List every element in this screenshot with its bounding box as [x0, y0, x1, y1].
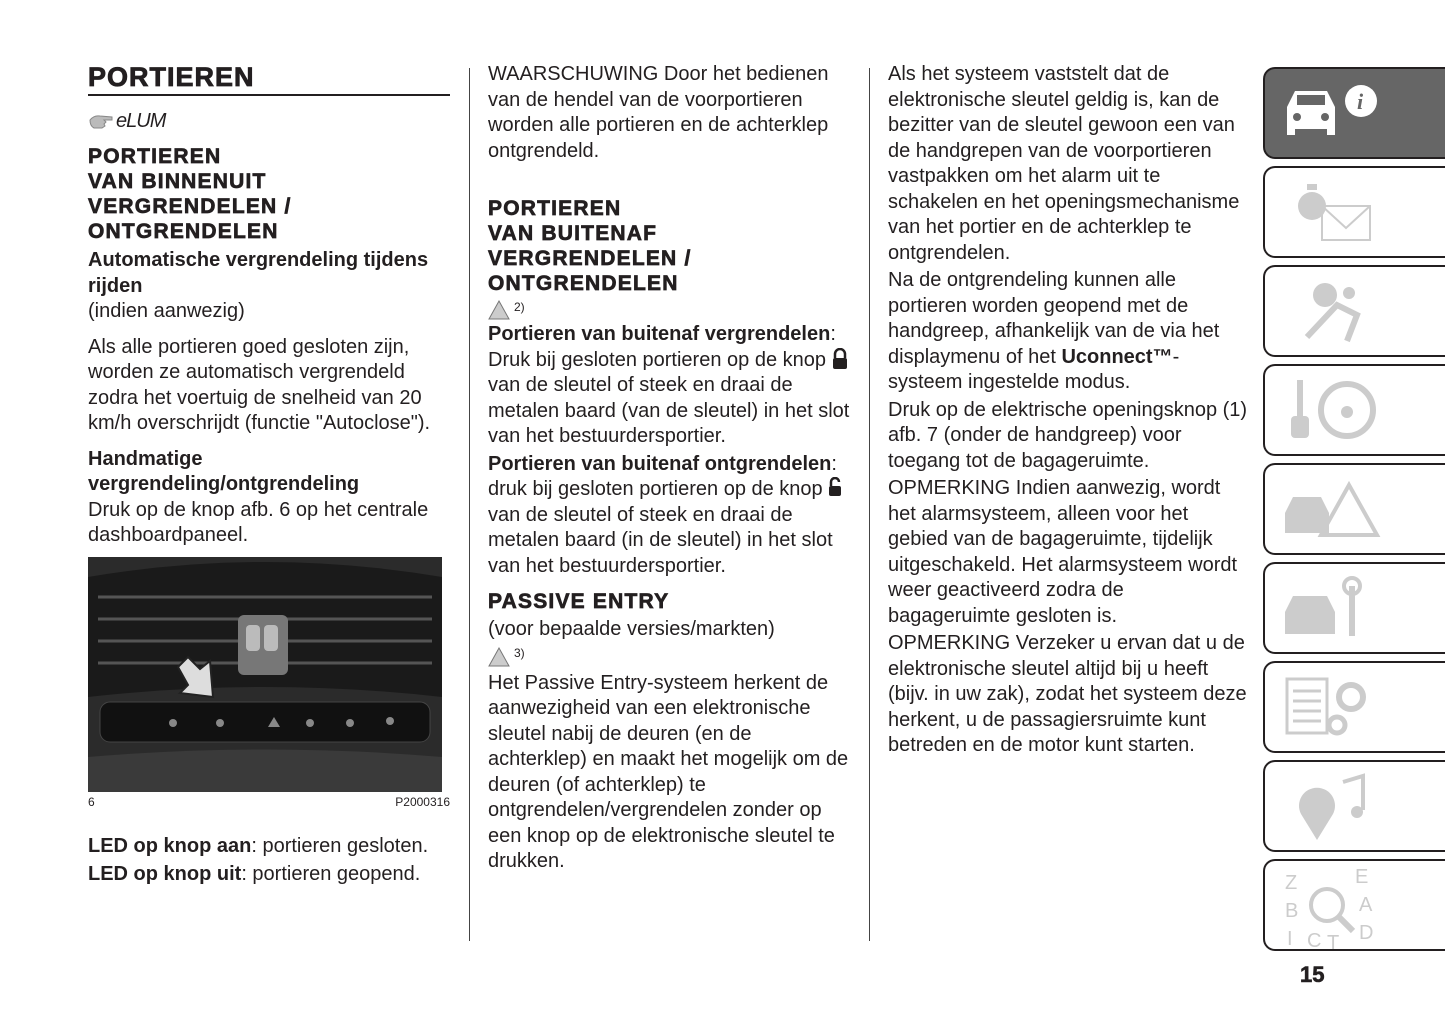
column-3	[888, 62, 1250, 759]
heading-line: ONTGRENDELEN	[488, 272, 679, 295]
car-wrench-icon	[1277, 572, 1387, 642]
heading-line: ONTGRENDELEN	[88, 220, 279, 243]
dashboard-buttons-illustration	[88, 557, 442, 792]
tab-technical-data[interactable]	[1263, 661, 1445, 753]
warning-reference	[488, 643, 850, 667]
warning-hand-icon	[488, 647, 510, 667]
elum-badge	[88, 100, 450, 144]
heading-line: VAN BUITENAF	[488, 222, 658, 245]
heading-line: VERGRENDELEN /	[488, 247, 692, 270]
uconnect-brand: Uconnect™	[1061, 345, 1173, 368]
lock-text: : Druk bij gesloten portieren op de knop	[488, 323, 836, 371]
index-letters: Z E B A I C T D	[1285, 869, 1374, 949]
note: (indien aanwezig)	[88, 300, 245, 322]
unlock-text: van de sleutel of steek en draai de metalen baard (in de sleutel) in het slot van het bestuurdersportier.	[488, 503, 833, 577]
paragraph: Het Passive Entry-systeem herkent de aanwezigheid van een elektronische sleutel nabij de deuren (en de achterklep) en maakt het mogelijk om de deuren (of achterklep) te ontgrendelen/vergrendelen zonder op een knop op de elektronische sleutel te drukken.	[488, 671, 849, 872]
column-divider	[869, 68, 870, 941]
warning-light-message-icon	[1277, 176, 1387, 246]
led-off-text: : portieren geopend.	[241, 862, 421, 885]
paragraph: OPMERKING Verzeker u ervan dat u de elektronische sleutel altijd bij u heeft (bijv. in uw zak), zodat het systeem deze herkent, u de passagiersruimte kunt betreden en de motor kunt starten.	[888, 632, 1247, 756]
tab-emergency[interactable]	[1263, 463, 1445, 555]
specs-gear-icon	[1277, 671, 1387, 741]
multimedia-icon	[1277, 770, 1387, 840]
led-off-line	[88, 860, 450, 888]
dashboard-photo	[88, 557, 442, 792]
tab-index[interactable]	[1263, 859, 1445, 951]
lock-label: Portieren van buitenaf vergrendelen	[488, 323, 831, 345]
tab-car-info[interactable]	[1263, 67, 1445, 159]
paragraph: Als het systeem vaststelt dat de elektronische sleutel geldig is, kan de bezitter van de sleutel gewoon een van de handgrepen van de voorportieren vastpakken om het alarm uit te schakelen en het openingsmechanisme van het portier en de achterklep te ontgrendelen.	[888, 63, 1240, 264]
tab-maintenance[interactable]	[1263, 562, 1445, 654]
text: Na de ontgrendeling kunnen alle portieren worden geopend met de handgreep, afhankelijk van de via het displaymenu of het	[888, 269, 1220, 368]
warning-hand-icon	[488, 300, 510, 320]
text: -systeem ingestelde modus.	[888, 345, 1180, 393]
paragraph: OPMERKING Indien aanwezig, wordt het alarmsysteem, alleen voor het gebied van de bagageruimte, tijdelijk uitgeschakeld. Het alarmsysteem wordt weer geactiveerd zodra de bagageruimte gesloten is.	[888, 477, 1238, 627]
heading-line: VAN BINNENUIT	[88, 170, 267, 193]
elum-label: eLUM	[116, 110, 166, 133]
unlock-label: Portieren van buitenaf ontgrendelen	[488, 452, 832, 475]
column-divider	[469, 68, 470, 941]
chapter-tabs	[1263, 67, 1445, 958]
subheading: Handmatige vergrendeling/ontgrendeling	[88, 447, 360, 495]
column-1	[88, 62, 450, 888]
led-on-label: LED op knop aan	[88, 834, 252, 857]
car-warning-triangle-icon	[1277, 473, 1387, 543]
passive-entry-heading: PASSIVE ENTRY	[488, 590, 670, 613]
svg-text:i: i	[1357, 89, 1364, 114]
warning-reference	[488, 296, 850, 320]
padlock-closed-icon	[832, 348, 848, 370]
figure-code: P2000316	[395, 794, 450, 809]
tab-starting-driving[interactable]	[1263, 364, 1445, 456]
warning-paragraph: WAARSCHUWING Door het bedienen van de hendel van de voorportieren worden alle portieren en de achterklep ontgrendeld.	[488, 63, 829, 162]
index-search-icon	[1277, 869, 1387, 949]
led-on-text: : portieren gesloten.	[251, 834, 429, 857]
heading-line: VERGRENDELEN /	[88, 195, 292, 218]
note: (voor bepaalde versies/markten)	[488, 618, 775, 640]
paragraph: Als alle portieren goed gesloten zijn, worden ze automatisch vergrendeld zodra het voertuig de snelheid van 20 km/h overschrijdt (functie "Autoclose").	[88, 335, 431, 434]
column-2	[488, 62, 850, 875]
pointing-hand-icon	[88, 112, 114, 132]
airbag-seatbelt-icon	[1277, 275, 1387, 345]
paragraph: Druk op de elektrische openingsknop (1) afb. 7 (onder de handgreep) voor toegang tot de bagageruimte.	[888, 398, 1248, 472]
warning-ref-number: 3)	[514, 646, 525, 660]
padlock-open-icon	[828, 477, 842, 497]
warning-ref-number: 2)	[514, 299, 525, 314]
section-title: PORTIEREN	[88, 62, 450, 96]
page-number: 15	[1300, 962, 1325, 987]
tab-warning-lights[interactable]	[1263, 166, 1445, 258]
tab-safety[interactable]	[1263, 265, 1445, 357]
led-off-label: LED op knop uit	[88, 862, 242, 885]
lock-text: van de sleutel of steek en draai de metalen baard (van de sleutel) in het slot van het bestuurdersportier.	[488, 374, 850, 447]
paragraph: Druk op de knop afb. 6 op het centrale dashboardpaneel.	[88, 498, 429, 546]
unlock-paragraph	[488, 452, 850, 580]
subheading: Automatische vergrendeling tijdens rijden	[88, 249, 429, 297]
car-info-icon	[1277, 77, 1387, 147]
tab-multimedia[interactable]	[1263, 760, 1445, 852]
heading-line: PORTIEREN	[88, 145, 222, 168]
figure-caption	[88, 794, 450, 810]
unlock-text: : druk bij gesloten portieren op de knop	[488, 452, 837, 500]
key-steering-wheel-icon	[1277, 374, 1387, 444]
paragraph	[888, 268, 1250, 396]
heading-line: PORTIEREN	[488, 197, 622, 220]
figure-number: 6	[88, 794, 95, 809]
lock-paragraph	[488, 322, 850, 450]
led-on-line	[88, 832, 450, 860]
